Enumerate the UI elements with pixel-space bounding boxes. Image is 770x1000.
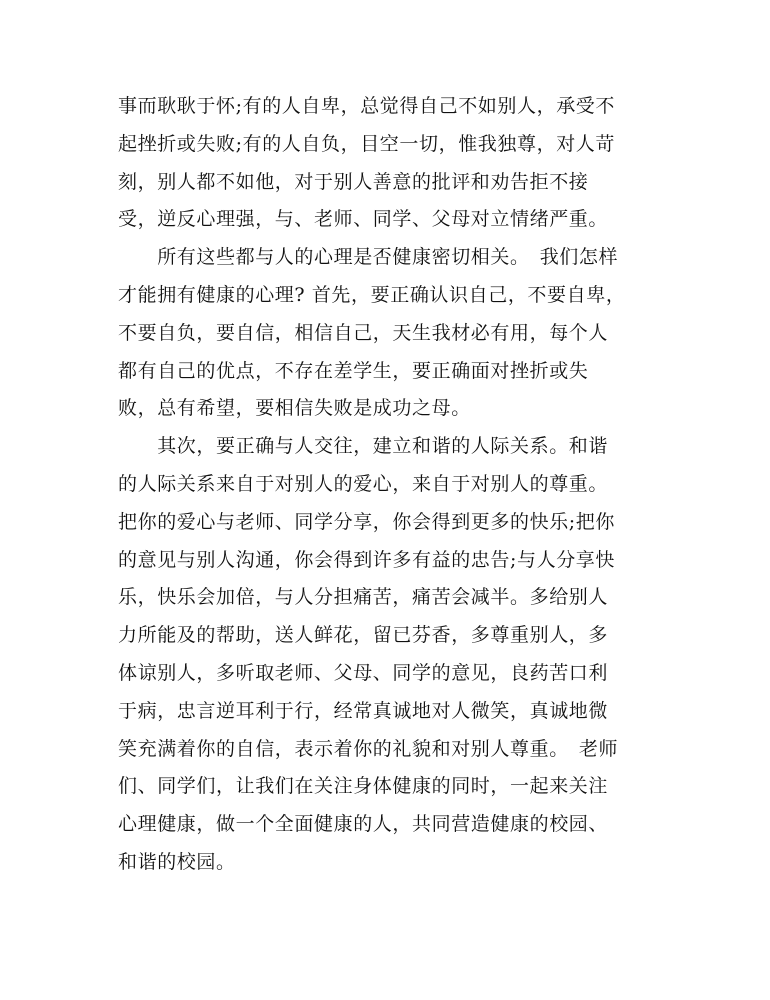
text-line: 刻，别人都不如他，对于别人善意的批评和劝告拒不接	[118, 170, 589, 193]
text-line: 其次，要正确与人交往，建立和谐的人际关系。和谐	[118, 435, 609, 458]
text-line: 都有自己的优点，不存在差学生，要正确面对挫折或失	[118, 359, 589, 382]
text-line: 力所能及的帮助，送人鲜花，留已芬香，多尊重别人，多	[118, 624, 609, 647]
text-line: 起挫折或失败;有的人自负，目空一切，惟我独尊，对人苛	[118, 132, 616, 155]
text-line: 心理健康，做一个全面健康的人，共同营造健康的校园、	[118, 813, 609, 836]
text-line: 的人际关系来自于对别人的爱心，来自于对别人的尊重。	[118, 472, 609, 495]
text-line: 和谐的校园。	[118, 850, 236, 873]
text-line: 乐，快乐会加倍，与人分担痛苦，痛苦会减半。多给别人	[118, 586, 609, 609]
text-line: 体谅别人，多听取老师、父母、同学的意见，良药苦口利	[118, 661, 609, 684]
body-text	[118, 88, 663, 882]
text-line: 于病，忠言逆耳利于行，经常真诚地对人微笑，真诚地微	[118, 699, 609, 722]
text-line: 才能拥有健康的心理? 首先，要正确认识自己，不要自卑，	[118, 283, 626, 306]
text-line: 败，总有希望，要相信失败是成功之母。	[118, 397, 471, 420]
text-line: 事而耿耿于怀;有的人自卑，总觉得自己不如别人，承受不	[118, 95, 616, 117]
text-line: 受，逆反心理强，与、老师、同学、父母对立情绪严重。	[118, 208, 609, 231]
text-line: 们、同学们，让我们在关注身体健康的同时，一起来关注	[118, 775, 609, 798]
text-line: 的意见与别人沟通，你会得到许多有益的忠告;与人分享快	[118, 548, 616, 571]
text-line: 不要自负，要自信，相信自己，天生我材必有用，每个人	[118, 321, 609, 344]
text-line: 把你的爱心与老师、同学分享，你会得到更多的快乐;把你	[118, 510, 616, 533]
text-line: 所有这些都与人的心理是否健康密切相关。 我们怎样	[118, 246, 619, 269]
text-line: 笑充满着你的自信，表示着你的礼貌和对别人尊重。 老师	[118, 737, 619, 760]
